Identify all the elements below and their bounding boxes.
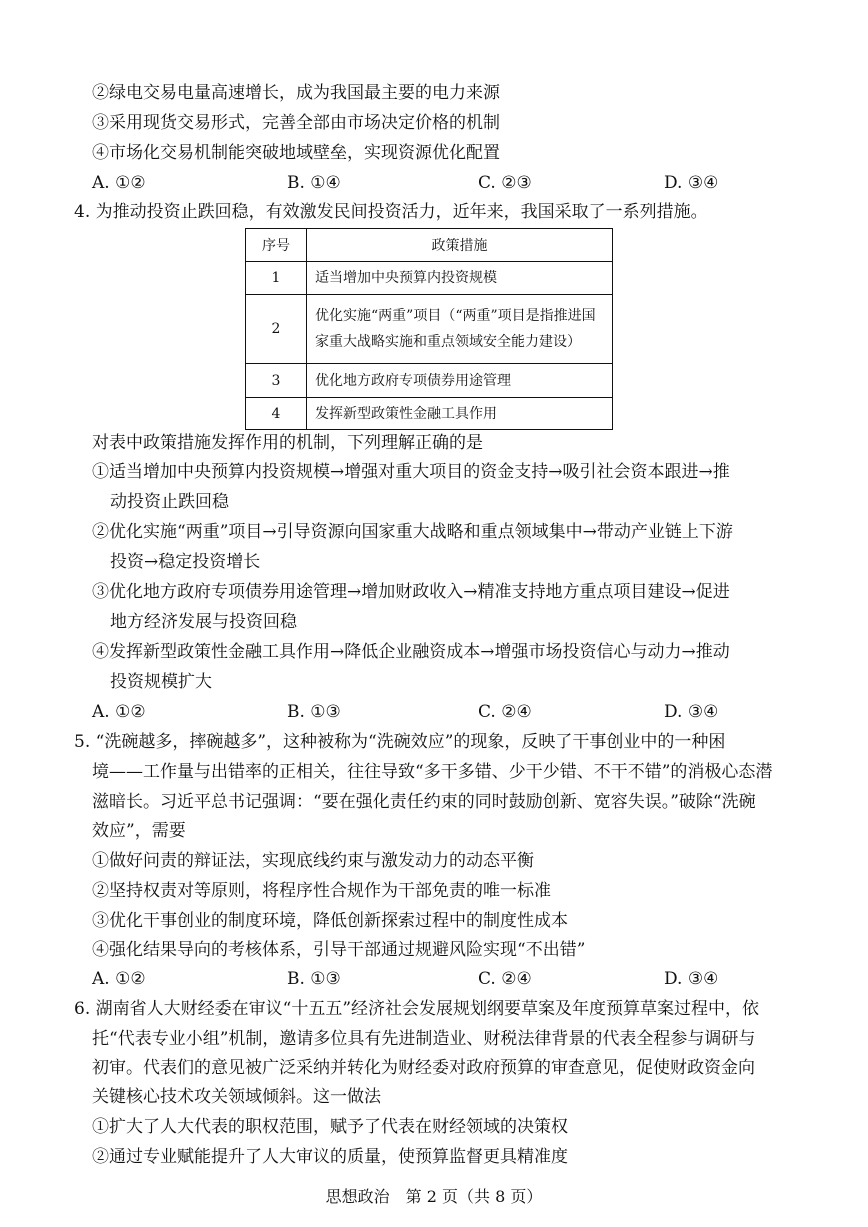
table-row	[246, 398, 613, 430]
q5-option-b: B. ①③	[287, 969, 341, 989]
q6-stem-line-3: 初审。代表们的意见被广泛采纳并转化为财经委对政府预算的审查意见，促使财政资金向	[92, 1058, 755, 1078]
page-footer: 思想政治 第 2 页（共 8 页）	[325, 1187, 543, 1206]
table-row	[246, 364, 613, 398]
q5-option-a: A. ①②	[92, 969, 146, 989]
q6-stem-line-2: 托“代表专业小组”机制，邀请多位具有先进制造业、财税法律背景的代表全程参与调研与	[92, 1029, 756, 1049]
table-cell-policy-line: 家重大战略实施和重点领域安全能力建设）	[315, 334, 581, 350]
table-row	[246, 295, 613, 364]
q4-question: 对表中政策措施发挥作用的机制，下列理解正确的是	[92, 433, 483, 453]
q3-item-4: ④市场化交易机制能突破地域壁垒，实现资源优化配置	[92, 143, 500, 163]
table-cell-policy: 优化地方政府专项债券用途管理	[307, 364, 613, 398]
q3-option-b: B. ①④	[287, 173, 341, 193]
q4-item-4-line-1: ④发挥新型政策性金融工具作用→降低企业融资成本→增强市场投资信心与动力→推动	[92, 642, 730, 662]
table-header-number: 序号	[246, 229, 307, 262]
q3-option-a: A. ①②	[92, 173, 146, 193]
q5-stem-line-1: 5. “洗碗越多，摔碗越多”，这种被称为“洗碗效应”的现象，反映了干事创业中的一种困	[74, 732, 726, 752]
q4-item-1-line-1: ①适当增加中央预算内投资规模→增强对重大项目的资金支持→吸引社会资本跟进→推	[92, 462, 730, 482]
q5-item-3: ③优化干事创业的制度环境，降低创新探索过程中的制度性成本	[92, 911, 568, 931]
q5-item-4: ④强化结果导向的考核体系，引导干部通过规避风险实现“不出错”	[92, 940, 586, 960]
q3-option-d: D. ③④	[664, 173, 719, 193]
q6-stem-line-1: 6. 湖南省人大财经委在审议“十五五”经济社会发展规划纲要草案及年度预算草案过程中，依	[74, 999, 760, 1019]
q5-option-d: D. ③④	[664, 969, 719, 989]
policy-table	[245, 228, 613, 430]
q5-item-1: ①做好问责的辩证法，实现底线约束与激发动力的动态平衡	[92, 851, 534, 871]
q5-stem-line-3: 滋暗长。习近平总书记强调：“要在强化责任约束的同时鼓励创新、宽容失误。”破除“洗碗	[92, 792, 756, 812]
q4-item-1-line-2: 动投资止跌回稳	[110, 492, 229, 512]
q4-option-a: A. ①②	[92, 702, 146, 722]
table-cell-number: 2	[246, 295, 307, 364]
q4-option-b: B. ①③	[287, 702, 341, 722]
q3-option-c: C. ②③	[478, 173, 532, 193]
table-header-policy: 政策措施	[307, 229, 613, 262]
q5-item-2: ②坚持权责对等原则，将程序性合规作为干部免责的唯一标准	[92, 881, 551, 901]
q4-item-3-line-2: 地方经济发展与投资回稳	[110, 612, 297, 632]
table-cell-policy: 适当增加中央预算内投资规模	[307, 262, 613, 295]
table-cell-policy	[307, 295, 613, 364]
table-cell-policy-line: 优化实施“两重”项目（“两重”项目是指推进国	[315, 308, 596, 324]
q5-option-c: C. ②④	[478, 969, 532, 989]
q3-item-3: ③采用现货交易形式，完善全部由市场决定价格的机制	[92, 113, 500, 133]
table-cell-number: 1	[246, 262, 307, 295]
q6-stem-line-4: 关键核心技术攻关领域倾斜。这一做法	[92, 1087, 381, 1107]
q6-item-1: ①扩大了人大代表的职权范围，赋予了代表在财经领域的决策权	[92, 1117, 568, 1137]
q6-item-2: ②通过专业赋能提升了人大审议的质量，使预算监督更具精准度	[92, 1147, 568, 1167]
table-cell-number: 4	[246, 398, 307, 430]
q4-option-d: D. ③④	[664, 702, 719, 722]
q4-option-c: C. ②④	[478, 702, 532, 722]
q4-item-4-line-2: 投资规模扩大	[110, 672, 212, 692]
q4-item-2-line-2: 投资→稳定投资增长	[110, 552, 261, 572]
q5-stem-line-4: 效应”，需要	[92, 821, 186, 841]
table-cell-policy: 发挥新型政策性金融工具作用	[307, 398, 613, 430]
q4-stem: 4. 为推动投资止跌回稳，有效激发民间投资活力，近年来，我国采取了一系列措施。	[74, 202, 708, 222]
q4-item-2-line-1: ②优化实施“两重”项目→引导资源向国家重大战略和重点领域集中→带动产业链上下游	[92, 522, 733, 542]
q4-item-3-line-1: ③优化地方政府专项债券用途管理→增加财政收入→精准支持地方重点项目建设→促进	[92, 582, 730, 602]
q3-item-2: ②绿电交易电量高速增长，成为我国最主要的电力来源	[92, 83, 500, 103]
table-row	[246, 262, 613, 295]
q5-stem-line-2: 境——工作量与出错率的正相关，往往导致“多干多错、少干少错、不干不错”的消极心态潜	[92, 762, 773, 782]
table-header-row	[246, 229, 613, 262]
table-cell-number: 3	[246, 364, 307, 398]
